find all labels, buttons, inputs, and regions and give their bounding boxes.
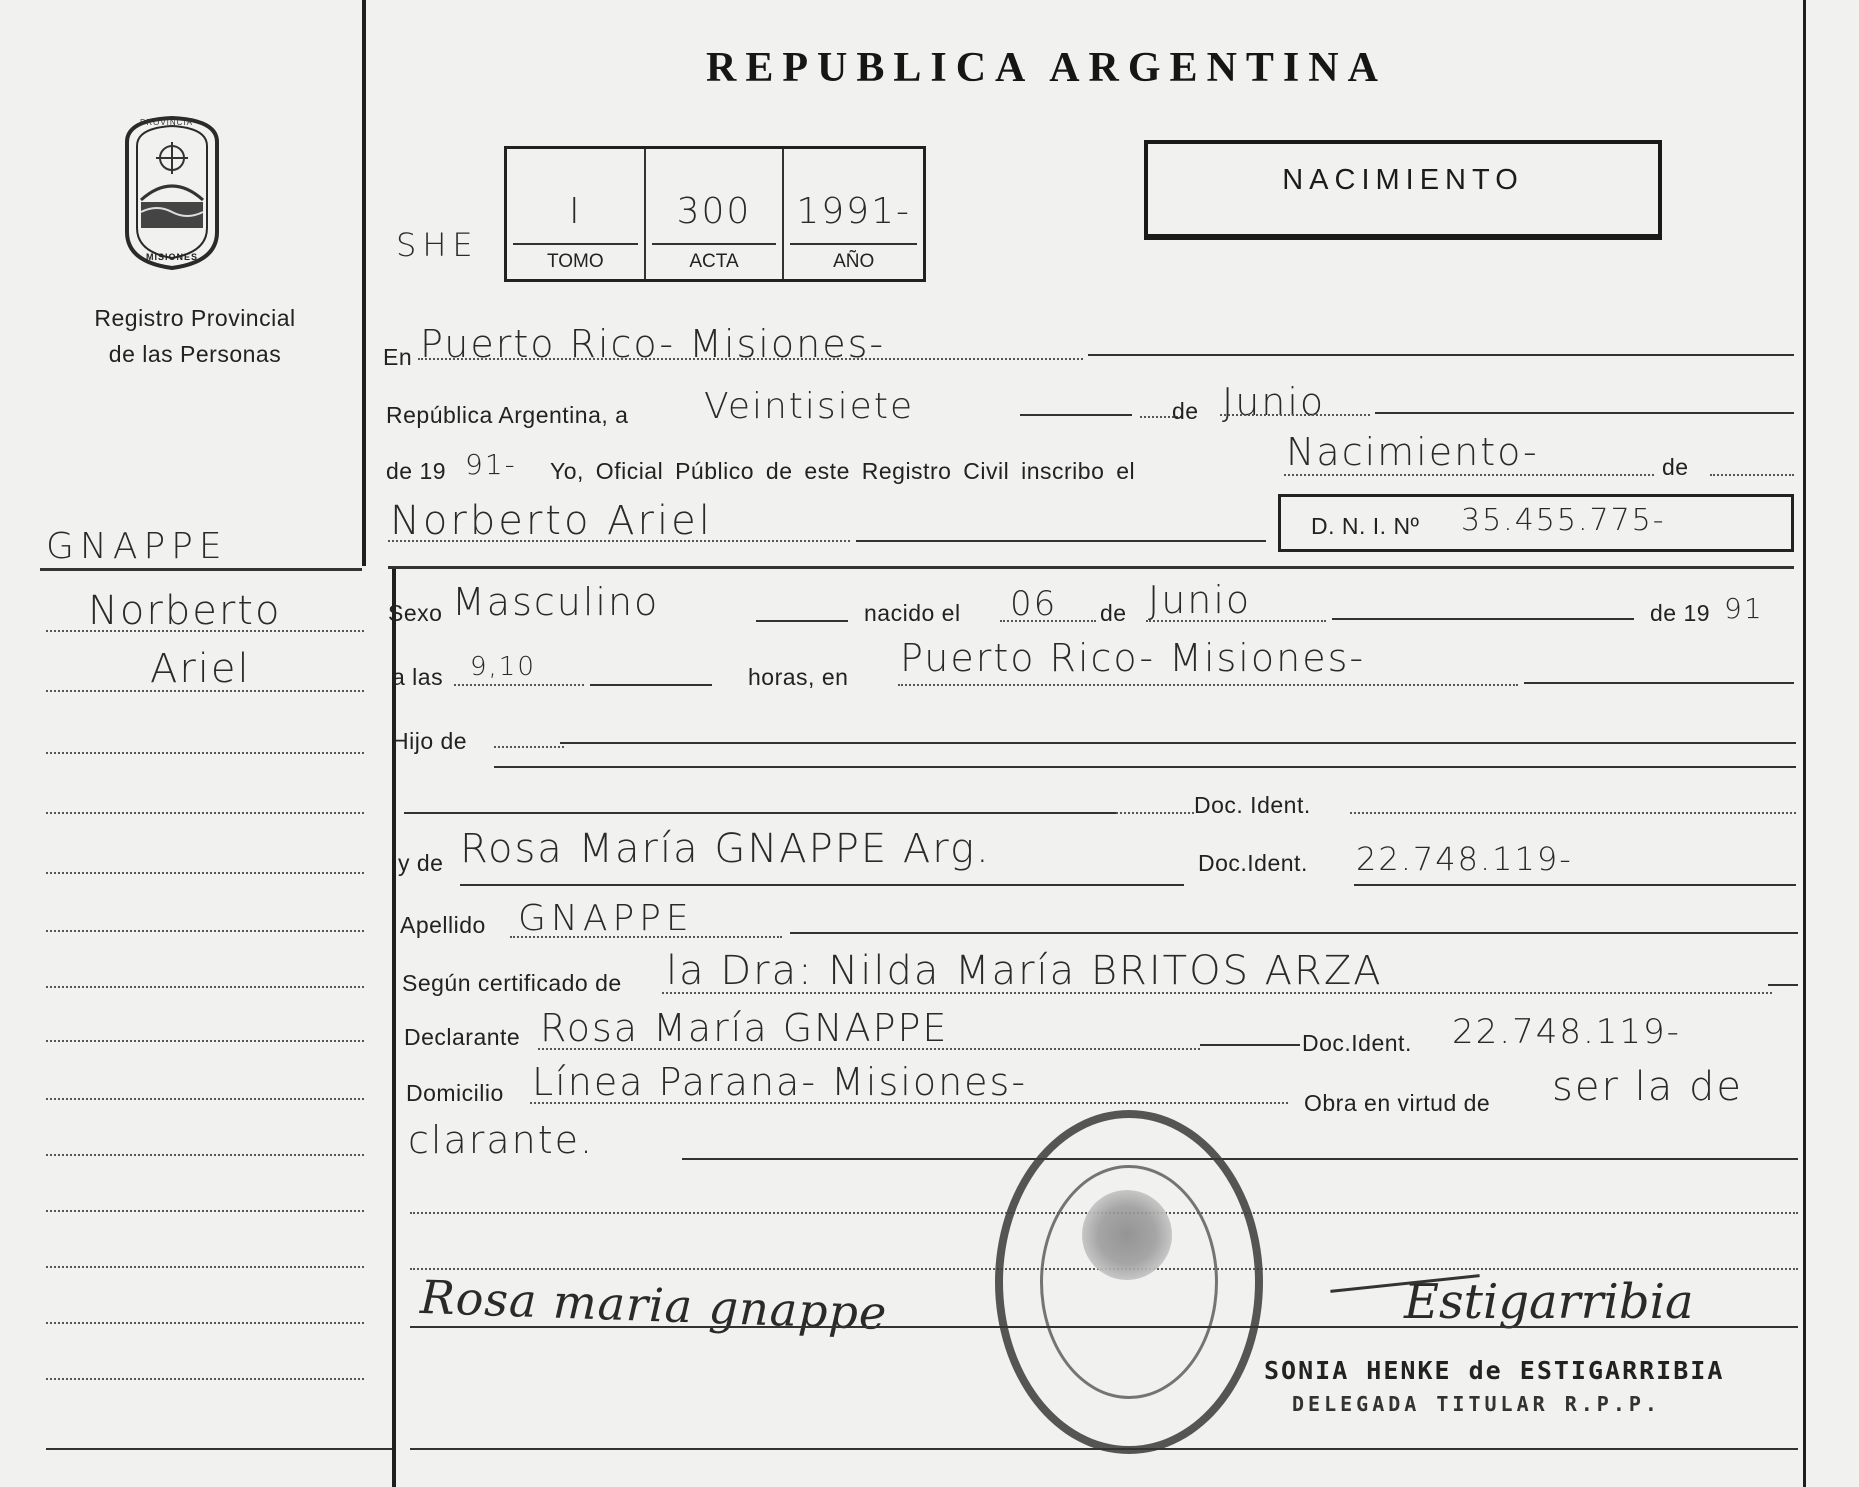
dni-box bbox=[1278, 494, 1794, 552]
birth-de-label: de bbox=[1100, 600, 1127, 626]
right-border bbox=[1803, 0, 1806, 1487]
document-type: NACIMIENTO bbox=[1282, 163, 1524, 196]
sidebar-divider-lower bbox=[392, 566, 396, 1487]
anio-cell bbox=[784, 149, 923, 279]
obra-label: Obra en virtud de bbox=[1304, 1090, 1491, 1116]
sidebar-line bbox=[46, 1098, 364, 1100]
obra-value: ser la de bbox=[1552, 1064, 1743, 1110]
act-de-label2: de bbox=[1662, 454, 1689, 480]
act-nombre: Norberto Ariel bbox=[390, 498, 713, 544]
birth-sexo: Masculino bbox=[452, 580, 660, 624]
birth-dia: 06 bbox=[1010, 584, 1058, 624]
sidebar-line bbox=[46, 1378, 364, 1380]
seal-text-bottom: MISIONES bbox=[146, 252, 199, 262]
registry-box bbox=[504, 146, 926, 282]
acta-label: ACTA bbox=[689, 251, 739, 272]
obra-cont: clarante. bbox=[408, 1118, 595, 1162]
declarante-signature: Rosa maria gnappe bbox=[419, 1269, 889, 1341]
act-tipo: Nacimiento- bbox=[1286, 430, 1539, 474]
sidebar-line bbox=[46, 1322, 364, 1324]
anio-prefix: de 19 bbox=[386, 458, 447, 484]
alas-label: a las bbox=[392, 664, 444, 690]
apellido-value: GNAPPE bbox=[518, 898, 694, 939]
birth-mes: Junio bbox=[1148, 578, 1252, 622]
oficial-title: DELEGADA TITULAR R.P.P. bbox=[1292, 1392, 1661, 1416]
sidebar-surname-rule bbox=[40, 568, 362, 571]
sidebar-line bbox=[46, 1154, 364, 1156]
domicilio-value: Línea Parana- Misiones- bbox=[532, 1060, 1028, 1104]
country-title: REPUBLICA ARGENTINA bbox=[706, 45, 1387, 91]
sidebar-line bbox=[46, 1210, 364, 1212]
madre-doc-label: Doc.Ident. bbox=[1198, 850, 1308, 876]
sidebar-given-name1: Norberto bbox=[88, 588, 282, 634]
oficial-signature: Estigarribia bbox=[1404, 1274, 1694, 1330]
section-divider bbox=[388, 566, 1794, 569]
act-dia: Veintisiete bbox=[704, 386, 915, 427]
declarante-doc: 22.748.119- bbox=[1452, 1012, 1681, 1052]
anio-label: AÑO bbox=[833, 251, 875, 272]
sidebar-line bbox=[46, 812, 364, 814]
act-mes: Junio bbox=[1222, 380, 1326, 424]
republica-label: República Argentina, a bbox=[386, 402, 629, 428]
madre-name: Rosa María GNAPPE Arg. bbox=[460, 826, 991, 872]
sidebar-line bbox=[46, 690, 364, 692]
acta-cell bbox=[646, 149, 785, 279]
anio-value: 1991- bbox=[796, 191, 911, 232]
declarante-value: Rosa María GNAPPE bbox=[540, 1006, 949, 1050]
dni-value: 35.455.775- bbox=[1461, 503, 1666, 538]
declarante-label: Declarante bbox=[404, 1024, 521, 1050]
tomo-value: I bbox=[569, 191, 582, 232]
nacido-label: nacido el bbox=[864, 600, 961, 626]
acta-value: 300 bbox=[676, 191, 752, 232]
sidebar-line bbox=[46, 986, 364, 988]
domicilio-label: Domicilio bbox=[406, 1080, 504, 1106]
apellido-label: Apellido bbox=[400, 912, 486, 938]
sidebar-line bbox=[46, 1040, 364, 1042]
birth-lugar: Puerto Rico- Misiones- bbox=[900, 636, 1366, 680]
segun-label: Según certificado de bbox=[402, 970, 622, 996]
declarante-doc-label: Doc.Ident. bbox=[1302, 1030, 1412, 1056]
certificado-value: la Dra: Nilda María BRITOS ARZA bbox=[666, 948, 1383, 994]
document-type-box bbox=[1144, 140, 1662, 240]
sidebar-line bbox=[46, 872, 364, 874]
yo-text: Yo, Oficial Público de este Registro Civil inscribo el bbox=[550, 458, 1136, 484]
seal-text-top: PROVINCIA bbox=[140, 118, 194, 127]
sidebar-divider-upper bbox=[362, 0, 366, 566]
sidebar-given-name2: Ariel bbox=[150, 646, 251, 692]
office-name-line1: Registro Provincial bbox=[94, 305, 296, 331]
prefix-code: SHE bbox=[396, 226, 479, 264]
sidebar-line bbox=[46, 752, 364, 754]
tomo-cell bbox=[507, 149, 646, 279]
father-doc-label: Doc. Ident. bbox=[1194, 792, 1311, 818]
sidebar-bottom-rule bbox=[46, 1448, 392, 1450]
birth-anio-label: de 19 bbox=[1650, 600, 1711, 626]
birth-hora: 9,10 bbox=[470, 652, 536, 682]
dni-label: D. N. I. Nº bbox=[1311, 513, 1420, 539]
official-stamp-emblem bbox=[1082, 1190, 1172, 1280]
act-lugar: Puerto Rico- Misiones- bbox=[420, 322, 886, 366]
sidebar-surname: GNAPPE bbox=[46, 526, 228, 567]
act-de-label: de bbox=[1172, 398, 1199, 424]
oficial-name: SONIA HENKE de ESTIGARRIBIA bbox=[1264, 1356, 1725, 1385]
horas-label: horas, en bbox=[748, 664, 849, 690]
sidebar-line bbox=[46, 1266, 364, 1268]
birth-anio-suffix: 91 bbox=[1724, 592, 1764, 625]
madre-doc: 22.748.119- bbox=[1356, 840, 1573, 878]
hijo-label: Hijo de bbox=[392, 728, 468, 754]
sexo-label: Sexo bbox=[388, 600, 443, 626]
provincial-seal bbox=[117, 112, 227, 272]
en-label: En bbox=[383, 344, 413, 370]
office-name-line2: de las Personas bbox=[108, 341, 282, 367]
anio-suffix: 91- bbox=[465, 448, 517, 481]
sidebar-line bbox=[46, 630, 364, 632]
sidebar-line bbox=[46, 930, 364, 932]
yde-label: y de bbox=[398, 850, 444, 876]
tomo-label: TOMO bbox=[547, 251, 604, 272]
